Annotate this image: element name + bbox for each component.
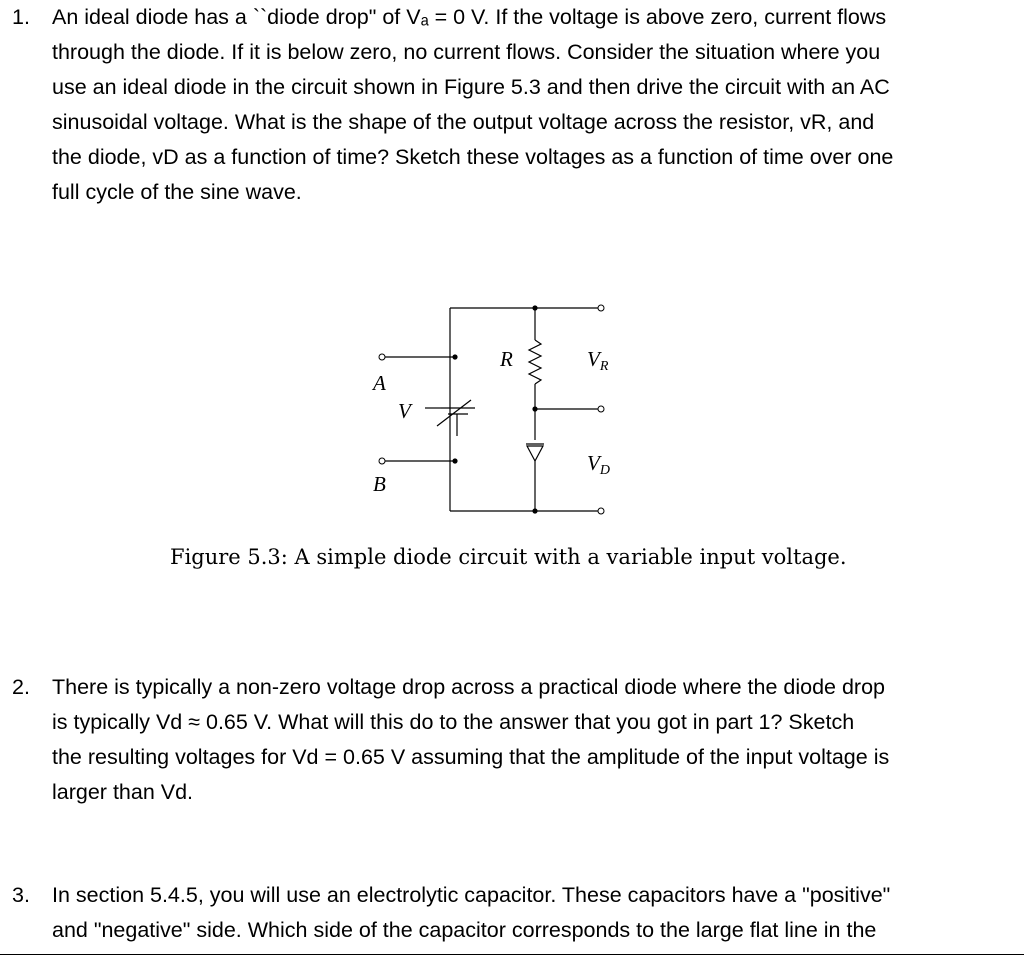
output-terminal-middle: [598, 406, 604, 412]
question-2-line: is typically Vd ≈ 0.65 V. What will this do to the answer that you got in part 1? Sketch: [52, 710, 855, 734]
question-2-line: the resulting voltages for Vd = 0.65 V assuming that the amplitude of the input voltage is: [52, 745, 890, 769]
figure-caption: Figure 5.3: A simple diode circuit with a variable input voltage.: [170, 545, 847, 569]
label-r: R: [500, 347, 513, 371]
question-2-number: 2.: [12, 675, 30, 699]
question-2-line: larger than Vd.: [52, 780, 194, 804]
label-vr-main: V: [587, 347, 600, 371]
question-2-line: There is typically a non-zero voltage drop across a practical diode where the diode drop: [52, 675, 885, 699]
label-vr: [587, 347, 609, 374]
junction-dot: [532, 508, 537, 513]
label-vr-sub: R: [599, 359, 609, 374]
page-bottom-border: [0, 954, 1024, 955]
output-terminal-top: [598, 305, 604, 311]
junction-dot: [532, 406, 537, 411]
label-v: V: [398, 399, 411, 423]
resistor-zigzag: [529, 340, 541, 384]
terminal-a-open: [379, 354, 385, 360]
question-3-line: and "negative" side. Which side of the capacitor corresponds to the large flat line in the: [52, 918, 877, 942]
question-1-line: use an ideal diode in the circuit shown in Figure 5.3 and then drive the circuit with an AC: [52, 75, 890, 99]
question-2-text: [52, 670, 1014, 810]
variable-arrow-line: [437, 400, 471, 426]
junction-dot: [532, 305, 537, 310]
label-a: A: [373, 371, 386, 395]
circuit-diagram: [0, 290, 1024, 530]
question-1-line: the diode, vD as a function of time? Sketch these voltages as a function of time over one: [52, 145, 894, 169]
junction-dot: [452, 354, 457, 359]
question-1-line: sinusoidal voltage. What is the shape of the output voltage across the resistor, vR, and: [52, 110, 875, 134]
question-1-line: An ideal diode has a ``diode drop" of Vₐ = 0 V. If the voltage is above zero, current flows: [52, 5, 887, 29]
question-1-line: through the diode. If it is below zero, no current flows. Consider the situation where you: [52, 40, 881, 64]
diode-triangle: [527, 446, 543, 461]
label-b: B: [373, 472, 386, 496]
question-1-number: 1.: [12, 5, 30, 29]
question-3-number: 3.: [12, 883, 30, 907]
question-1-text: [52, 0, 1014, 210]
question-3-text: [52, 878, 1014, 948]
label-vd: [587, 451, 610, 478]
question-1-line: full cycle of the sine wave.: [52, 180, 302, 204]
terminal-b-open: [379, 458, 385, 464]
junction-dot: [452, 458, 457, 463]
question-3-line: In section 5.4.5, you will use an electrolytic capacitor. These capacitors have a "positive": [52, 883, 891, 907]
output-terminal-bottom: [598, 508, 604, 514]
label-vd-main: V: [587, 451, 600, 475]
label-vd-sub: D: [599, 463, 610, 478]
